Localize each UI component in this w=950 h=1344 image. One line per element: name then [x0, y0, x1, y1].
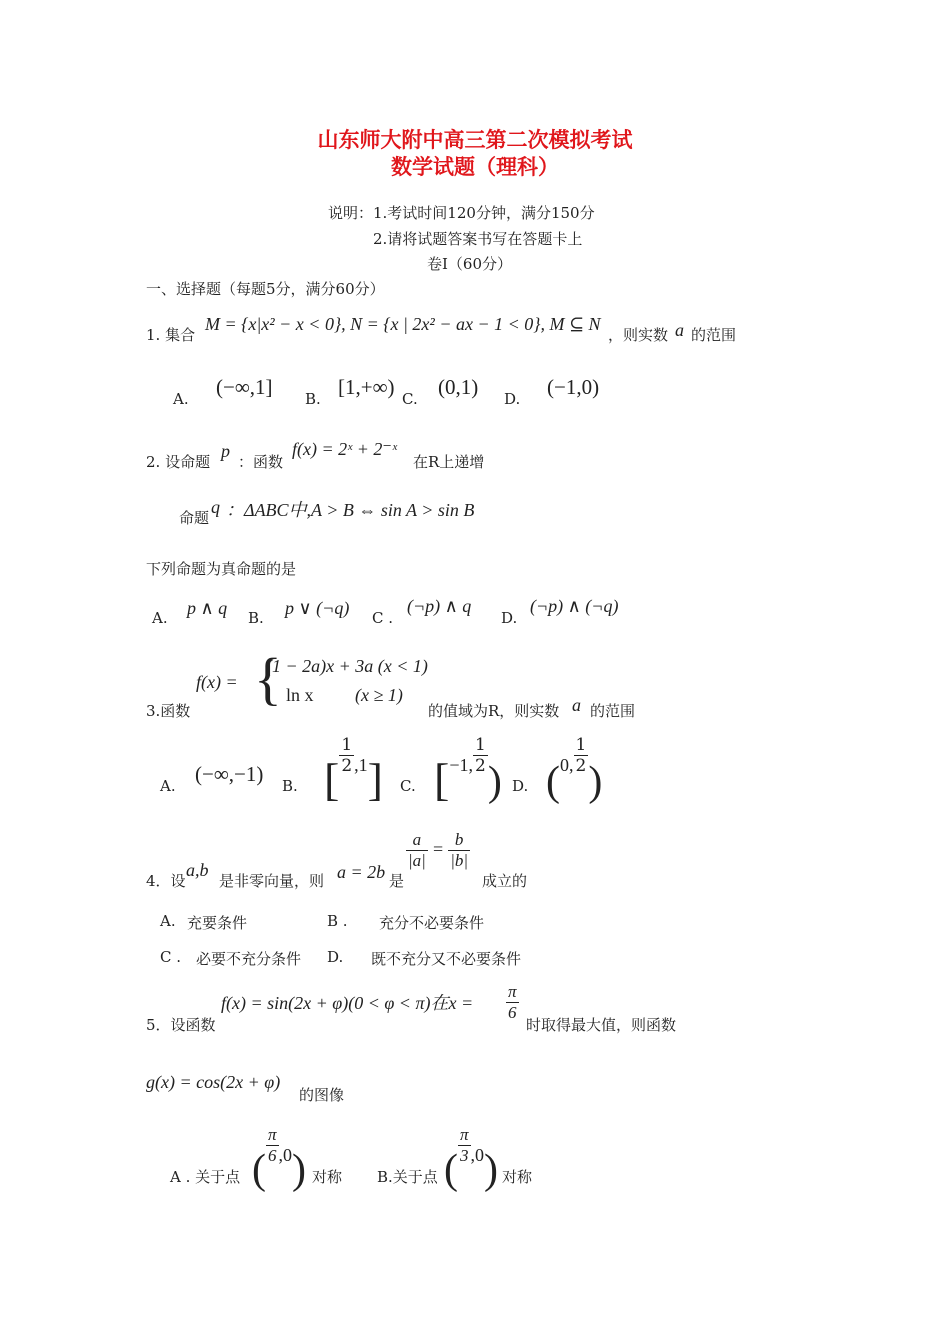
q2-ask: 下列命题为真命题的是 [146, 560, 297, 578]
q4-option-b-value: 充分不必要条件 [379, 914, 485, 932]
volume-label: 卷Ⅰ（60分） [427, 255, 513, 273]
q1-option-b-label: B. [305, 390, 321, 408]
q4-option-c-value: 必要不充分条件 [196, 950, 302, 968]
q1-option-d-value: (−1,0) [547, 375, 600, 399]
q5-option-b-suffix: 对称 [502, 1168, 533, 1186]
q2-p: p [221, 441, 230, 461]
q5-option-b-label: B.关于点 [377, 1168, 438, 1186]
q2-option-c-value: (¬p) ∧ q [407, 596, 472, 616]
q3-lhs: f(x) = [196, 672, 238, 692]
q4-option-c-label: C . [160, 948, 182, 966]
q1-option-a-label: A. [173, 390, 189, 408]
q2-option-a-value: p ∧ q [187, 598, 228, 618]
q3-option-d-value: (0, $\frac{1}{2}$ ) [546, 735, 603, 805]
q4-option-d-label: D. [327, 948, 344, 966]
q4-mid2: 是 [389, 872, 405, 890]
q4-fraction-equation: $\frac{a}{|a|}$ = $\frac{b}{|b|}$ [408, 830, 469, 870]
q5-suffix: 时取得最大值，则函数 [526, 1016, 677, 1034]
q1-prefix: 1. 集合 [146, 326, 196, 344]
q5-pi-over-6: $\frac{\pi}{6}$ [508, 982, 517, 1022]
q3-brace: { [254, 646, 282, 711]
q3-option-c-value: [−1, $\frac{1}{2}$ ) [434, 735, 502, 805]
q2-q: q [211, 497, 220, 517]
q5-g-suffix: 的图像 [299, 1086, 345, 1104]
q5-option-a-label: A . 关于点 [170, 1168, 241, 1186]
q3-case1: (1 − 2a)x + 3a (x < 1) [266, 656, 428, 676]
q2-mid: ：函数 [238, 453, 284, 471]
q3-option-c-label: C. [400, 777, 416, 795]
q5-formula: f(x) = sin(2x + φ)(0 < φ < π)在x = [221, 993, 474, 1013]
exam-title: 山东师大附中高三第二次模拟考试 [317, 127, 633, 152]
exam-subtitle: 数学试题（理科） [391, 154, 559, 179]
q5-prefix: 5．设函数 [146, 1016, 216, 1034]
q5-option-a-value: ( $\frac{\pi}{6}$ ,0) [252, 1125, 307, 1193]
q3-case2-expr: ln x [286, 685, 314, 705]
q1-var: a [675, 320, 684, 340]
q1-option-c-value: (0,1) [438, 375, 479, 399]
q2-prefix: 2. 设命题 [146, 453, 211, 471]
q4-option-a-value: 充要条件 [187, 914, 248, 932]
q3-option-a-label: A. [160, 777, 176, 795]
q1-option-b-value: [1,+∞) [338, 375, 395, 399]
q3-option-d-label: D. [512, 777, 529, 795]
note-line-2: 2.请将试题答案书写在答题卡上 [373, 230, 583, 248]
q3-case2-cond: (x ≥ 1) [355, 685, 403, 705]
q4-cond: a = 2b [337, 862, 386, 882]
q4-option-b-label: B . [327, 912, 348, 930]
q1-suffix-a: ，则实数 [608, 326, 669, 344]
q3-prefix: 3.函数 [146, 702, 191, 720]
q2-suffix: 在R上递增 [413, 453, 485, 471]
q5-g-formula: g(x) = cos(2x + φ) [146, 1072, 281, 1092]
q4-option-d-value: 既不充分又不必要条件 [371, 950, 522, 968]
q4-prefix: 4．设 [146, 872, 186, 890]
q2-q-formula: ：ΔABC中,A > B ⇔ sin A > sin B [226, 500, 475, 520]
q1-option-c-label: C. [402, 390, 418, 408]
q4-suffix: 成立的 [482, 872, 528, 890]
q2-option-b-value: p ∨ (¬q) [285, 598, 350, 618]
q2-formula: f(x) = 2ˣ + 2⁻ˣ [292, 439, 397, 459]
q1-option-d-label: D. [504, 390, 521, 408]
q2-option-b-label: B. [248, 609, 264, 627]
q3-suffix-a: 的值域为R，则实数 [428, 702, 560, 720]
q2-option-c-label: C . [372, 609, 394, 627]
q2-option-a-label: A. [152, 609, 168, 627]
q1-option-a-value: (−∞,1] [216, 375, 273, 399]
section-heading: 一、选择题（每题5分，满分60分） [146, 280, 385, 298]
q3-option-a-value: (−∞,−1) [195, 762, 264, 786]
q5-option-b-value: ( $\frac{\pi}{3}$ ,0) [444, 1125, 499, 1193]
q4-option-a-label: A. [160, 912, 176, 930]
q3-option-b-label: B. [282, 777, 298, 795]
q4-vectors: a,b [186, 860, 209, 880]
q2-option-d-label: D. [501, 609, 518, 627]
q3-option-b-value: [ $\frac{1}{2}$ ,1] [324, 735, 383, 805]
q1-suffix-b: 的范围 [691, 326, 737, 344]
note-line-1: 说明：1.考试时间120分钟，满分150分 [328, 204, 595, 222]
q3-var: a [572, 695, 581, 715]
q3-suffix-b: 的范围 [590, 702, 636, 720]
q2-option-d-value: (¬p) ∧ (¬q) [530, 596, 619, 616]
q4-mid1: 是非零向量，则 [219, 872, 325, 890]
q2-q-prefix: 命题 [179, 509, 210, 527]
q1-formula: M = {x|x² − x < 0}, N = {x | 2x² − ax − 1 < 0}, M ⊆ N [205, 314, 601, 334]
q5-option-a-suffix: 对称 [312, 1168, 343, 1186]
